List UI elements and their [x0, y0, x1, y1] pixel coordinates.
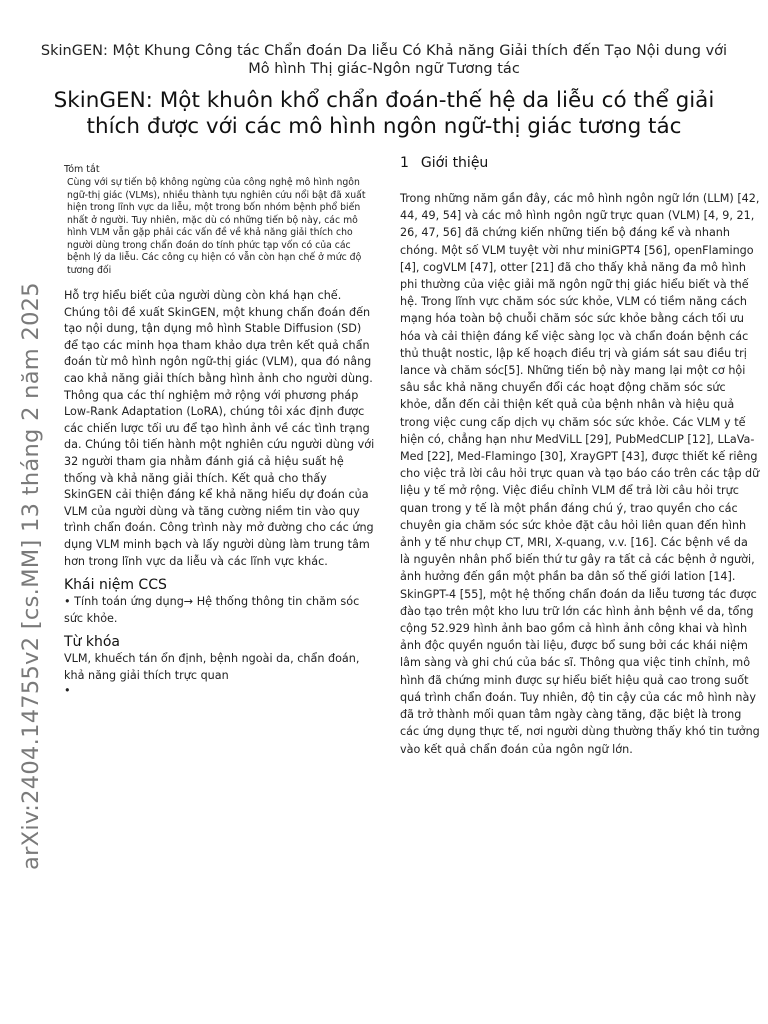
abstract-label: Tóm tắt [64, 164, 100, 175]
left-column [64, 164, 376, 698]
running-title: SkinGEN: Một Khung Công tác Chẩn đoán Da liễu Có Khả năng Giải thích đến Tạo Nội dung với Mô hình Thị giác-Ngôn ngữ Tương tác [40, 43, 728, 77]
keywords-text: VLM, khuếch tán ổn định, bệnh ngoài da, chẩn đoán, khả năng giải thích trực quan [64, 652, 360, 682]
abstract-body: Hỗ trợ hiểu biết của người dùng còn khá hạn chế. Chúng tôi đề xuất SkinGEN, một khung chẩn đoán đến tạo nội dung, tận dụng mô hình Stable Diffusion (SD) để tạo các minh họa tham khảo dựa trên kết quả chẩn đoán từ mô hình ngôn ngữ-thị giác (VLM), qua đó nâng cao khả năng giải thích bằng hình ảnh cho người dùng. Thông qua các thí nghiệm mở rộng với phương pháp Low-Rank Adaptation (LoRA), chúng tôi xác định được các chiến lược tối ưu để tạo hình ảnh về các tình trạng da. Chúng tôi tiến hành một nghiên cứu người dùng với 32 người tham gia nhằm đánh giá cả hiệu suất hệ thống và khả năng giải thích. Kết quả cho thấy SkinGEN cải thiện đáng kể khả năng hiểu dự đoán của VLM của người dùng và tăng cường niềm tin vào quy trình chẩn đoán. Công trình này mở đường cho các ứng dụng VLM minh bạch và lấy người dùng làm trung tâm hơn trong lĩnh vực da liễu và các lĩnh vực khác. [64, 289, 375, 568]
ccs-item: • Tính toán ứng dụng→ Hệ thống thông tin chăm sóc sức khỏe. [64, 595, 360, 625]
abstract-short: Cùng với sự tiến bộ không ngừng của công nghệ mô hình ngôn ngữ-thị giác (VLMs), nhiều thành tựu nghiên cứu nổi bật đã xuất hiện trong lĩnh vực da liễu, một trong bốn nhóm bệnh phổ biến nhất ở người. Tuy nhiên, mặc dù có những tiến bộ này, các mô hình VLM vẫn gặp phải các vấn đề về khả năng giải thích cho người dùng trong chẩn đoán do tính phức tạp vốn có của các bệnh lý da liễu. Các công cụ hiện có vẫn còn hạn chế ở mức độ tương đối [67, 177, 366, 276]
section-title: Giới thiệu [420, 155, 489, 171]
arxiv-identifier: arXiv:2404.14755v2 [cs.MM] 13 tháng 2 năm 2025 [18, 282, 44, 870]
paper-title: SkinGEN: Một khuôn khổ chẩn đoán-thế hệ da liễu có thể giải thích được với các mô hình ngôn ngữ-thị giác tương tác [53, 88, 715, 139]
ccs-heading: Khái niệm CCS [64, 577, 167, 594]
section-number: 1 [400, 155, 409, 171]
introduction-body: Trong những năm gần đây, các mô hình ngôn ngữ lớn (LLM) [42, 44, 49, 54] và các mô hình ngôn ngữ trực quan (VLM) [4, 9, 21, 26, 47, 56] đã chứng kiến những tiến bộ đáng kể và nhanh chóng. Một số VLM tuyệt vời như miniGPT4 [56], openFlamingo [4], cogVLM [47], otter [21] đã cho thấy khả năng đa mô hình phi thường của việc giải mã ngôn ngữ thị giác hiểu biết và thế hệ. Trong lĩnh vực chăm sóc sức khỏe, VLM có tiềm năng cách mạng hóa toàn bộ chuỗi chăm sóc sức khỏe bằng cách tối ưu hóa và cải thiện đáng kể việc sàng lọc và chẩn đoán bệnh các thủ thuật nostic, lập kế hoạch điều trị và giám sát sau điều trị lance và chăm sóc[5]. Những tiến bộ này mang lại một cơ hội sâu sắc khả năng chuyển đổi các hoạt động chăm sóc sức khỏe, dẫn đến cải thiện kết quả của bệnh nhân và hiệu quả trong việc cung cấp dịch vụ chăm sóc sức khỏe. Các VLM y tế hiện có, chẳng hạn như MedViLL [29], PubMedCLIP [12], LLaVa-Med [22], Med-Flamingo [30], XrayGPT [43], được thiết kế riêng cho việc trả lời câu hỏi trực quan và tạo báo cáo trên các tập dữ liệu y tế mở rộng. Việc điều chỉnh VLM để trả lời câu hỏi trực quan trong y tế là một phần đáng chú ý, trao quyền cho các chuyên gia chăm sóc sức khỏe đặt câu hỏi liên quan đến hình ảnh y tế như chụp CT, MRI, X-quang, v.v. [16]. Các bệnh về da là nguyên nhân phổ biến thứ tư gây ra tất cả các bệnh ở người, ảnh hưởng đến gần một phần ba dân số thế giới lation [14]. SkinGPT-4 [55], một hệ thống chẩn đoán da liễu tương tác được đào tạo trên một kho lưu trữ lớn các hình ảnh bệnh về da, tổng cộng 52.929 hình ảnh bao gồm cả hình ảnh công khai và hình ảnh độc quyền nguồn tài liệu, được bổ sung bởi các khái niệm lâm sàng và ghi chú của bác sĩ. Thông qua việc tinh chỉnh, mô hình đã chứng minh được sự hiểu biết hiệu quả cao trong suốt quá trình chẩn đoán. Tuy nhiên, độ tin cậy của các mô hình này đã trở thành mối quan tâm ngày càng tăng, đặc biệt là trong các ứng dụng thực tế, nơi người dùng thường thấy khó tin tưởng vào kết quả chẩn đoán của ngôn ngữ lớn. [400, 192, 760, 756]
keywords-bullet: • [64, 684, 71, 698]
section-heading-introduction [400, 154, 760, 172]
right-column [400, 154, 760, 758]
keywords-heading: Từ khóa [64, 634, 120, 651]
